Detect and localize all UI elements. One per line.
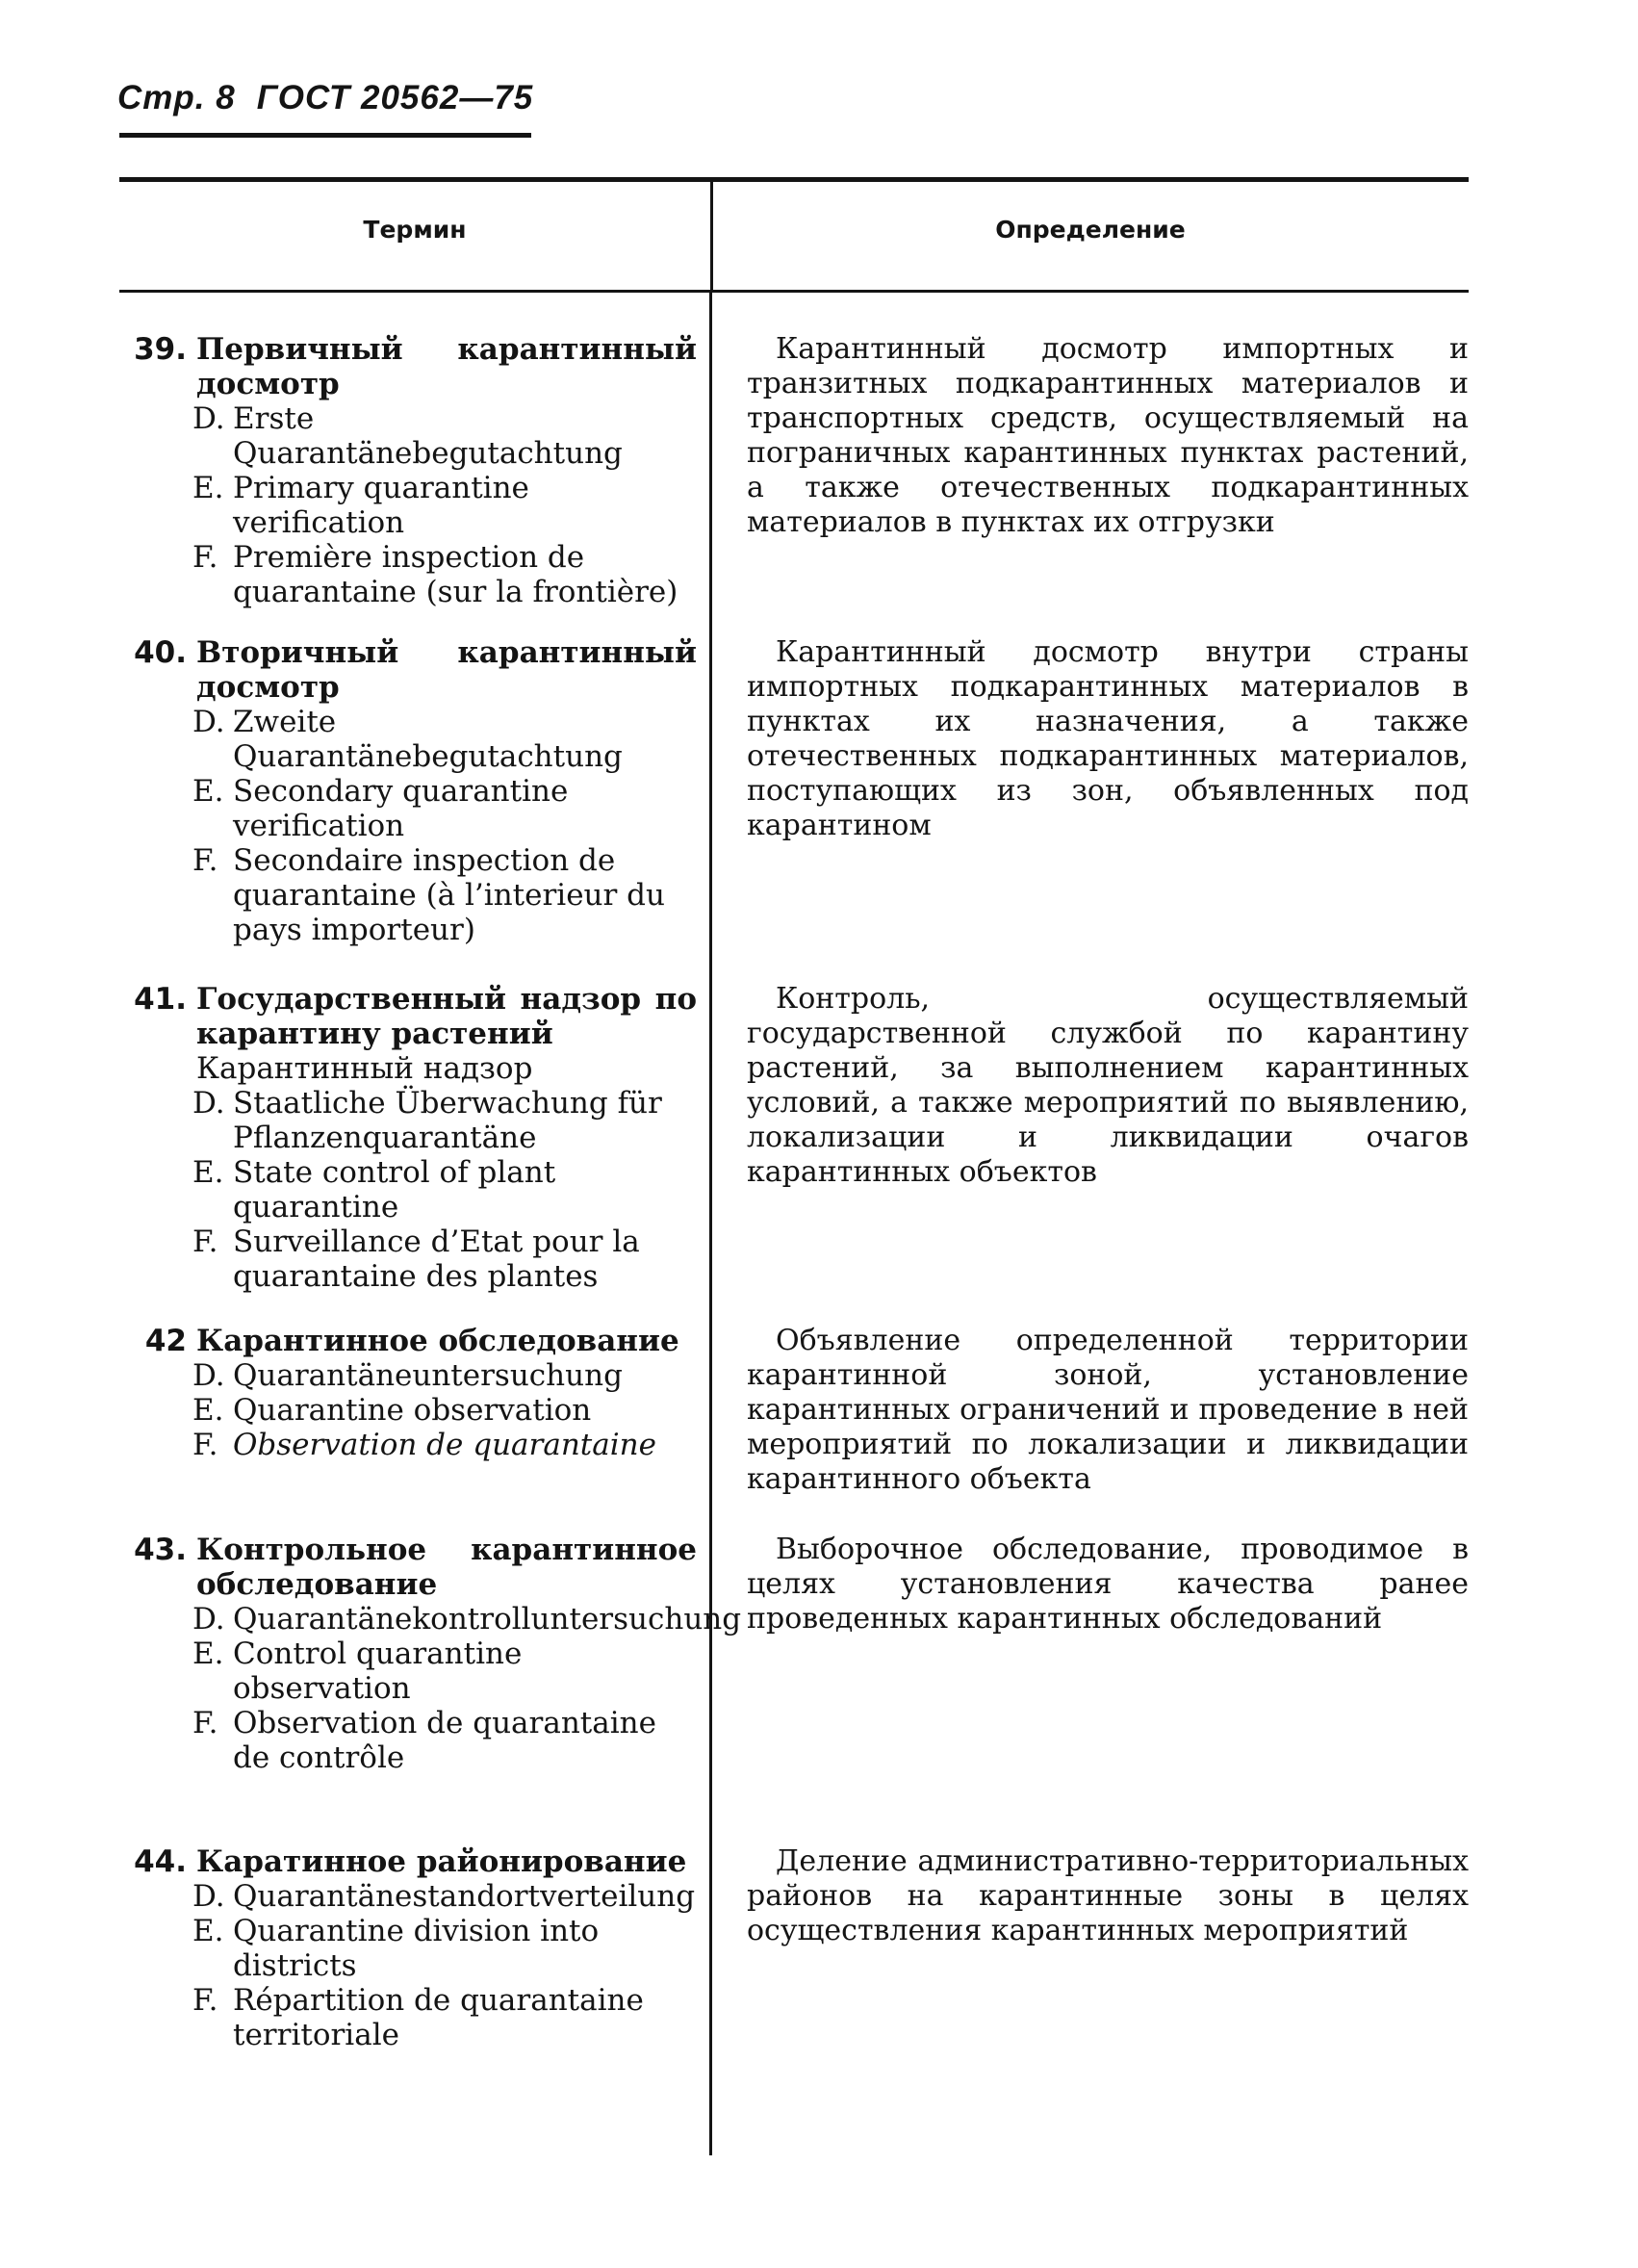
term-cell bbox=[119, 1844, 697, 2052]
term-cell bbox=[119, 635, 697, 947]
term-french: F. Secondaire inspection de quarantaine (à l’interieur du pays importeur) bbox=[192, 843, 665, 947]
term-english: E. Quarantine division into districts bbox=[192, 1914, 600, 1983]
column-divider-header bbox=[710, 182, 713, 290]
term-english: E. Primary quarantine verification bbox=[192, 471, 529, 540]
term-russian: Государственный надзор по карантину растений bbox=[196, 982, 697, 1051]
definition-text: Выборочное обследование, проводимое в целях установления качества ранее проведенных карантинных обследований bbox=[747, 1533, 1469, 1636]
term-russian: Первичный карантинный досмотр bbox=[196, 332, 697, 401]
definition-text: Деление административно-территориальных районов на карантинные зоны в целях осуществления карантинных мероприятий bbox=[747, 1844, 1469, 1947]
term-cell bbox=[119, 332, 697, 609]
term-number: 44. bbox=[134, 1844, 187, 1879]
term-english: E. State control of plant quarantine bbox=[192, 1155, 556, 1224]
term-number: 40. bbox=[134, 635, 187, 670]
term-german: D. Staatliche Überwachung für Pflanzenquarantäne bbox=[192, 1086, 662, 1155]
term-french: F. Observation de quarantaine bbox=[192, 1428, 656, 1462]
term-english: E. Quarantine observation bbox=[192, 1393, 592, 1428]
table-top-rule bbox=[119, 177, 1469, 182]
term-french: F. Surveillance d’Etat pour la quarantaine des plantes bbox=[192, 1224, 640, 1294]
term-cell bbox=[119, 1324, 697, 1462]
column-divider bbox=[709, 293, 712, 2155]
term-french: F. Première inspection de quarantaine (sur la frontière) bbox=[192, 540, 678, 609]
term-french: F. Répartition de quarantaine territoriale bbox=[192, 1983, 644, 2052]
column-header-definition: Определение bbox=[995, 216, 1186, 244]
term-cell bbox=[119, 982, 697, 1294]
term-german: D. Quarantänestandortverteilung bbox=[192, 1879, 696, 1914]
table-header-rule bbox=[119, 290, 1469, 293]
term-german: D. Zweite Quarantänebegutachtung bbox=[192, 705, 623, 774]
page-number: Стр. 8 bbox=[117, 79, 236, 116]
term-cell bbox=[119, 1533, 742, 1775]
term-russian: Контрольное карантинное обследование bbox=[196, 1533, 697, 1602]
term-russian-synonym: Карантинный надзор bbox=[196, 1051, 533, 1086]
term-french: F. Observation de quarantaine de contrôle bbox=[192, 1706, 656, 1775]
term-number: 39. bbox=[134, 332, 187, 367]
page-header bbox=[117, 79, 533, 117]
term-number: 42 bbox=[144, 1324, 187, 1358]
term-german: D. Quarantäneuntersuchung bbox=[192, 1358, 623, 1393]
term-russian: Карантинное обследование bbox=[196, 1324, 679, 1358]
standard-code: ГОСТ 20562—75 bbox=[256, 79, 534, 116]
definition-text: Контроль, осуществляемый государственной службой по карантину растений, за выполнением карантинных условий, а также мероприятий по выявлению, локализации и ликвидации очагов карантинных объектов bbox=[747, 982, 1469, 1189]
term-russian: Вторичный карантинный досмотр bbox=[196, 635, 697, 705]
term-german: D. Quarantänekontrolluntersuchung bbox=[192, 1602, 742, 1637]
term-russian: Каратинное районирование bbox=[196, 1844, 687, 1879]
definition-text: Объявление определенной территории карантинной зоной, установление карантинных ограничений и проведение в ней мероприятий по локализации и ликвидации карантинного объекта bbox=[747, 1324, 1469, 1496]
term-number: 43. bbox=[134, 1533, 187, 1567]
term-number: 41. bbox=[134, 982, 187, 1017]
definition-text: Карантинный досмотр внутри страны импортных подкарантинных материалов в пунктах их назначения, а также отечественных подкарантинных материалов, поступающих из зон, объявленных под карантином bbox=[747, 635, 1469, 842]
term-english: E. Secondary quarantine verification bbox=[192, 774, 569, 843]
column-header-term: Термин bbox=[363, 216, 467, 244]
header-underline bbox=[119, 133, 531, 138]
term-english: E. Control quarantine observation bbox=[192, 1637, 523, 1706]
term-german: D. Erste Quarantänebegutachtung bbox=[192, 401, 623, 471]
definition-text: Карантинный досмотр импортных и транзитных подкарантинных материалов и транспортных средств, осуществляемый на пограничных карантинных пунктах растений, а также отечественных подкарантинных материалов в пунктах их отгрузки bbox=[747, 332, 1469, 539]
